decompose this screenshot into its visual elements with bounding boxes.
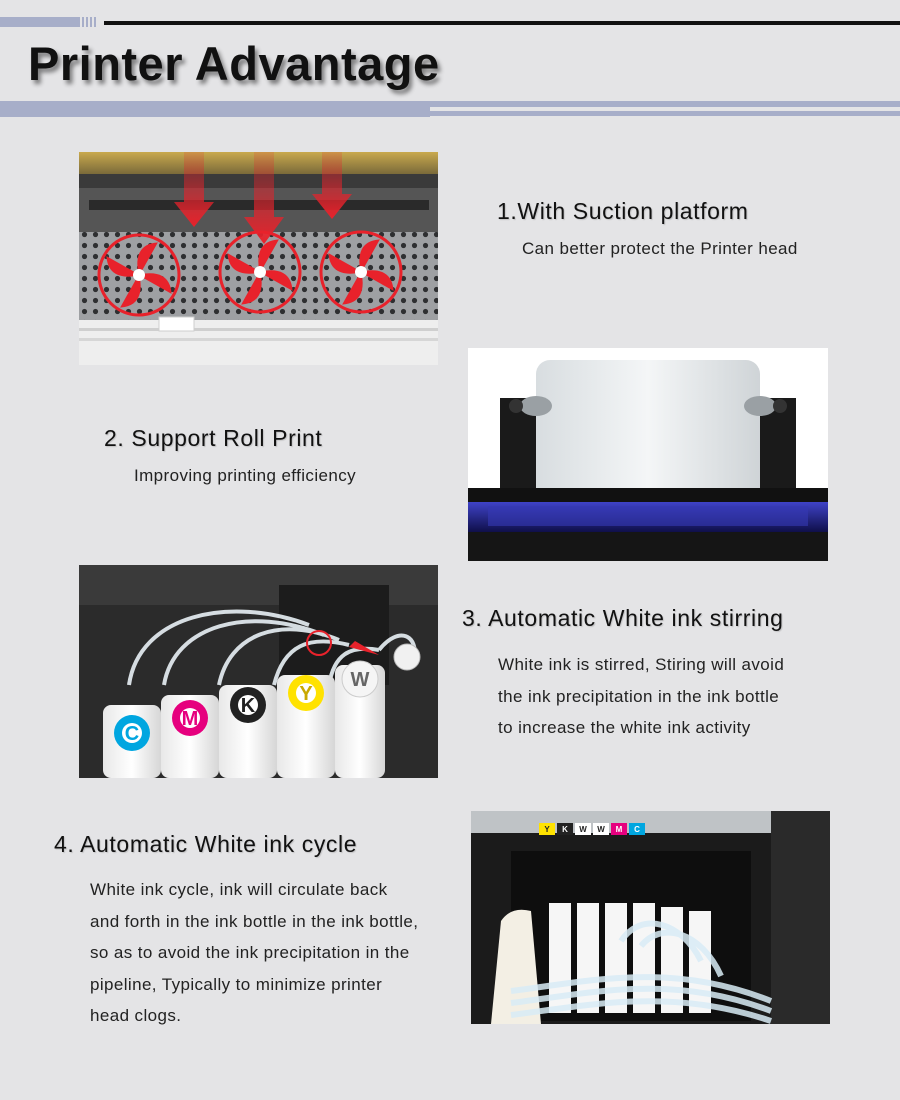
feature-3-title: 3. Automatic White ink stirring bbox=[462, 605, 784, 631]
feature-3-line-3: to increase the white ink activity bbox=[498, 718, 751, 737]
feature-4-line-2: and forth in the ink bottle in the ink bottle, bbox=[90, 911, 419, 931]
ink-bottle-label-w: W bbox=[350, 669, 370, 691]
feature-4-line-5: head clogs. bbox=[90, 1006, 182, 1025]
ink-bottle-label-y: Y bbox=[299, 683, 313, 705]
feature-4-line-4: pipeline, Typically to minimize printer bbox=[90, 974, 383, 994]
roll-print-photo bbox=[468, 348, 828, 561]
ink-bottle-label-m: M bbox=[181, 708, 199, 730]
title-underline-bar bbox=[0, 101, 430, 117]
feature-1-subtitle: Can better protect the Printer head bbox=[522, 239, 798, 258]
header-rule bbox=[104, 21, 900, 25]
title-underline-line-2 bbox=[430, 111, 900, 116]
feature-3-line-1: White ink is stirred, Stiring will avoid bbox=[498, 655, 785, 674]
feature-4-title: 4. Automatic White ink cycle bbox=[54, 831, 358, 857]
cartridge-label-1: Y bbox=[544, 825, 550, 834]
feature-2-subtitle: Improving printing efficiency bbox=[134, 466, 356, 485]
cartridge-label-6: C bbox=[634, 825, 640, 834]
suction-platform-photo bbox=[79, 152, 438, 365]
ink-bottle-label-c: C bbox=[124, 723, 140, 745]
feature-1-title: 1.With Suction platform bbox=[497, 198, 749, 224]
feature-4-line-1: White ink cycle, ink will circulate back bbox=[90, 880, 388, 899]
feature-2-title: 2. Support Roll Print bbox=[104, 425, 323, 451]
feature-4-description bbox=[90, 874, 470, 1032]
header-accent-bar bbox=[0, 17, 80, 27]
cartridge-label-4: W bbox=[597, 825, 605, 834]
feature-3-description bbox=[498, 649, 858, 744]
ink-bottle-label-k: K bbox=[240, 695, 256, 717]
ink-bottles-photo bbox=[79, 565, 438, 778]
title-underline-line-1 bbox=[430, 101, 900, 107]
ink-cartridge-photo bbox=[471, 811, 830, 1024]
cartridge-label-2: K bbox=[562, 825, 568, 834]
feature-3-line-2: the ink precipitation in the ink bottle bbox=[498, 686, 780, 706]
feature-4-line-3: so as to avoid the ink precipitation in the bbox=[90, 943, 410, 962]
cartridge-label-5: M bbox=[615, 825, 623, 834]
cartridge-label-3: W bbox=[579, 825, 587, 834]
header-accent-stripes bbox=[80, 17, 96, 27]
page-title: Printer Advantage bbox=[28, 37, 440, 90]
